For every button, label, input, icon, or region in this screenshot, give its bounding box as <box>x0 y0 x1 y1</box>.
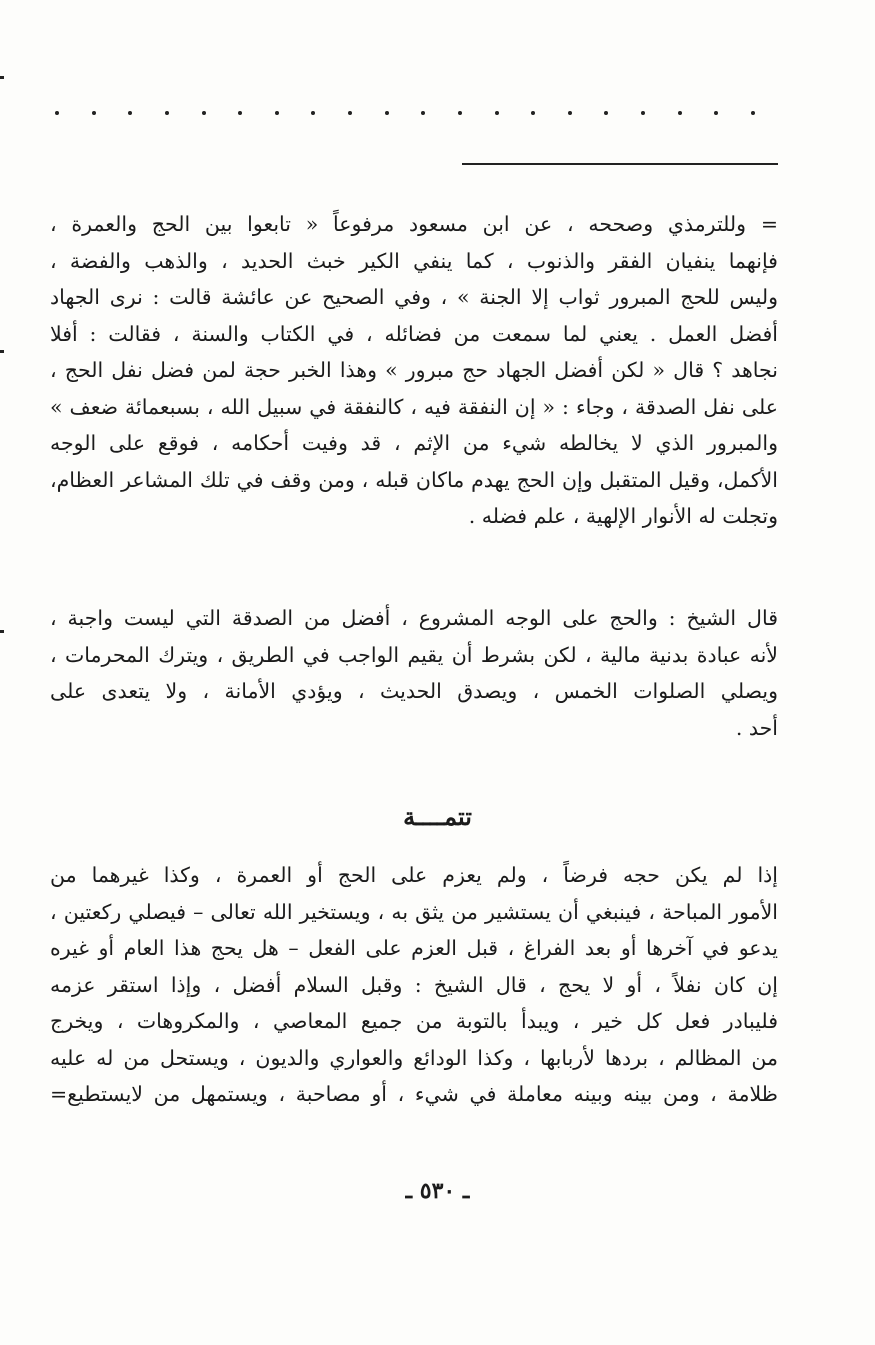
dot <box>128 111 132 115</box>
dot <box>92 111 96 115</box>
dot <box>165 111 169 115</box>
footnote-line: وتجلت له الأنوار الإلهية ، علم فضله . <box>468 504 778 528</box>
dot <box>458 111 462 115</box>
section-heading: تتمــــة <box>403 802 472 831</box>
paragraph-line: قال الشيخ : والحج على الوجه المشروع ، أفضل من الصدقة التي ليست واجبة ، <box>50 606 778 630</box>
dot <box>678 111 682 115</box>
paragraph-line: فليبادر فعل كل خير ، ويبدأ بالتوبة من جميع المعاصي ، والمكروهات ، ويخرج <box>50 1009 778 1033</box>
ellipsis-dots-row <box>55 106 755 120</box>
paragraph-line: إن كان نفلاً ، أو لا يحج ، قال الشيخ : وقبل السلام أفضل ، وإذا استقر عزمه <box>50 972 778 997</box>
dot <box>751 111 755 115</box>
margin-mark <box>0 76 4 79</box>
dot <box>641 111 645 115</box>
paragraph-line: الأمور المباحة ، فينبغي أن يستشير من يثق به ، ويستخير الله تعالى – فيصلي ركعتين ، <box>50 899 778 924</box>
supplement-paragraph <box>50 857 778 1113</box>
paragraph-line: إذا لم يكن حجه فرضاً ، ولم يعزم على الحج أو العمرة ، وكذا غيرهما من <box>50 863 778 887</box>
dot <box>348 111 352 115</box>
dot <box>568 111 572 115</box>
footnote-text <box>50 206 778 535</box>
paragraph-line: أحد . <box>735 715 778 740</box>
paragraph-line: ظلامة ، ومن بينه وبينه معاملة في شيء ، أو مصاحبة ، ويستمهل من لايستطيع= <box>50 1082 778 1106</box>
footnote-line: على نفل الصدقة ، وجاء : « إن النفقة فيه ، كالنفقة في سبيل الله ، بسبعمائة ضعف » <box>50 394 778 419</box>
paragraph-line: من المظالم ، بردها لأربابها ، وكذا الودائع والعواري والديون ، ويستحل من له عليه <box>50 1045 778 1070</box>
dot <box>421 111 425 115</box>
dot <box>495 111 499 115</box>
footnote-separator-rule <box>462 163 778 165</box>
dot <box>714 111 718 115</box>
footnote-line: = وللترمذي وصححه ، عن ابن مسعود مرفوعاً « تابعوا بين الحج والعمرة ، <box>50 212 778 236</box>
page-number: ـ ٥٣٠ ـ <box>405 1178 470 1204</box>
dot <box>238 111 242 115</box>
paragraph-line: ويصلي الصلوات الخمس ، ويصدق الحديث ، ويؤدي الأمانة ، ولا يتعدى على <box>50 679 778 703</box>
footnote-line: نجاهد ؟ قال « لكن أفضل الجهاد حج مبرور » وهذا الخبر حجة لمن فضل نفل الحج ، <box>50 358 778 382</box>
paragraph-line: يدعو في آخرها أو بعد الفراغ ، قبل العزم على الفعل – هل يحج هذا العام أو غيره <box>50 936 778 960</box>
dot <box>531 111 535 115</box>
footnote-line: أفضل العمل . يعني لما سمعت من فضائله ، في الكتاب والسنة ، فقالت : أفلا <box>50 321 778 346</box>
dot <box>604 111 608 115</box>
footnote-line: وليس للحج المبرور ثواب إلا الجنة » ، وفي الصحيح عن عائشة قالت : نرى الجهاد <box>50 285 778 309</box>
footnote-line: والمبرور الذي لا يخالطه شيء من الإثم ، قد وفيت أحكامه ، فوقع على الوجه <box>50 431 778 455</box>
dot <box>202 111 206 115</box>
margin-mark <box>0 350 4 353</box>
dot <box>311 111 315 115</box>
footnote-line: الأكمل، وقيل المتقبل وإن الحج يهدم ماكان قبله ، ومن وقف في تلك المشاعر العظام، <box>50 467 778 492</box>
dot <box>55 111 59 115</box>
dot <box>275 111 279 115</box>
dot <box>385 111 389 115</box>
sheikh-paragraph <box>50 600 778 746</box>
margin-mark <box>0 630 4 633</box>
paragraph-line: لأنه عبادة بدنية مالية ، لكن بشرط أن يقيم الواجب في الطريق ، ويترك المحرمات ، <box>50 642 778 667</box>
footnote-line: فإنهما ينفيان الفقر والذنوب ، كما ينفي الكير خبث الحديد ، والذهب والفضة ، <box>50 248 778 273</box>
